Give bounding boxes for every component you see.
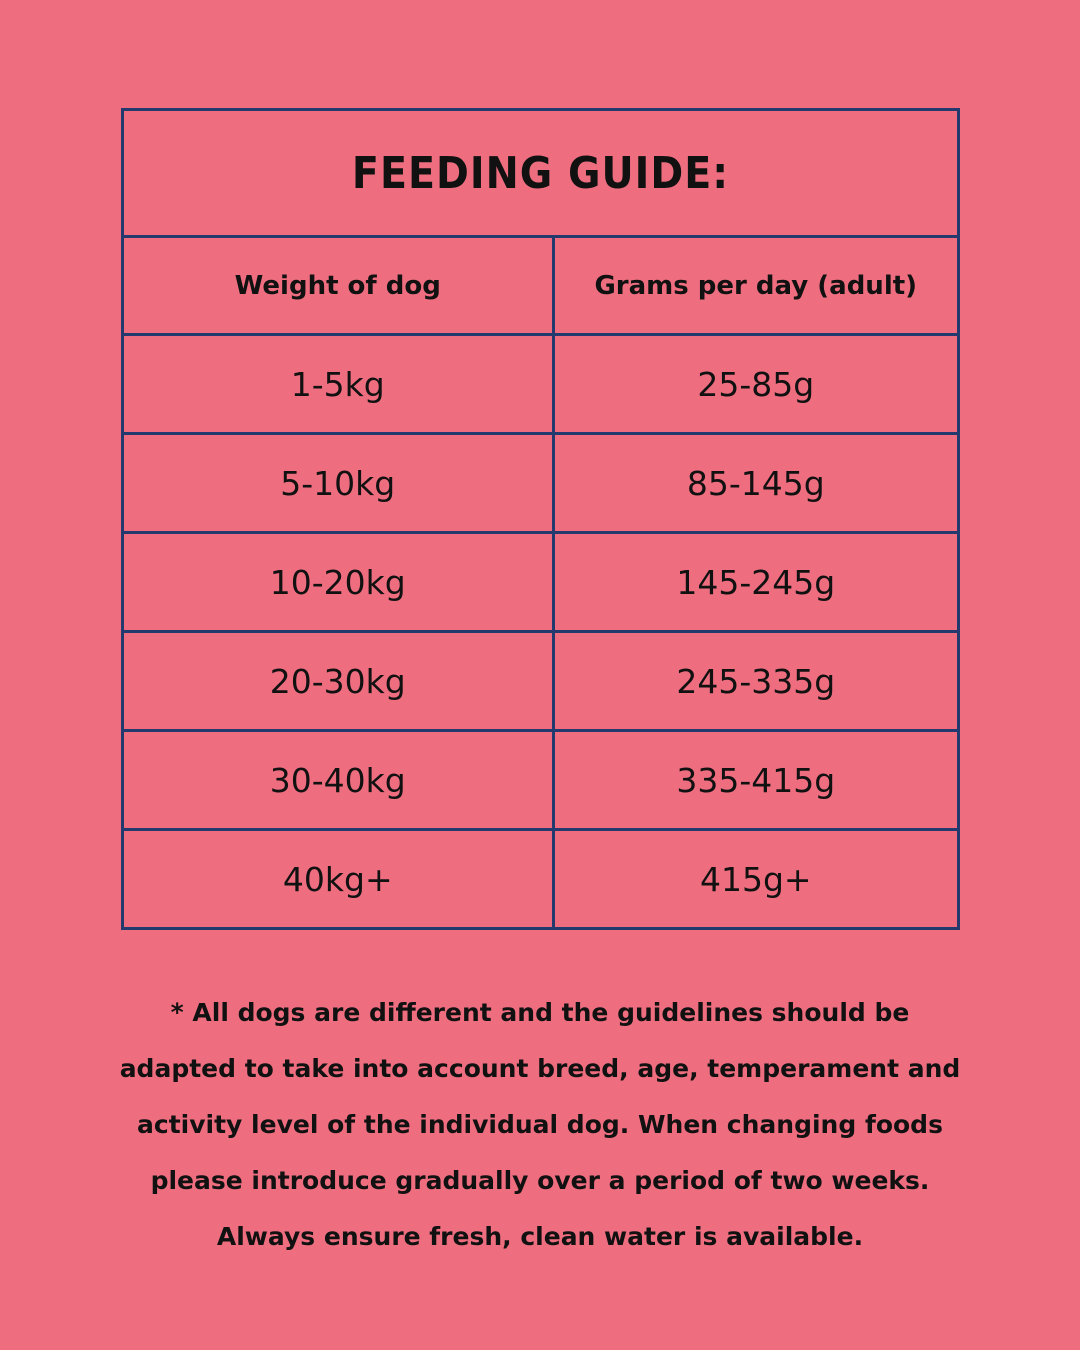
weight-cell: 10-20kg [123,533,554,632]
weight-cell: 40kg+ [123,830,554,929]
footnote-text: * All dogs are different and the guidelines should be adapted to take into account breed, age, temperament and activity level of the individual dog. When changing foods please introduce gradually over a period of two weeks. Always ensure fresh, clean water is available. [119,998,961,1251]
grams-cell: 245-335g [553,632,958,731]
table-row [123,533,959,632]
weight-cell: 30-40kg [123,731,554,830]
grams-cell: 145-245g [553,533,958,632]
header-row [123,237,959,335]
table-row [123,830,959,929]
table-title: FEEDING GUIDE: [123,110,959,237]
weight-cell: 1-5kg [123,335,554,434]
weight-cell: 20-30kg [123,632,554,731]
weight-cell: 5-10kg [123,434,554,533]
table-row [123,434,959,533]
column-header-grams: Grams per day (adult) [553,237,958,335]
table-row [123,731,959,830]
grams-cell: 85-145g [553,434,958,533]
grams-cell: 25-85g [553,335,958,434]
table-row [123,335,959,434]
grams-cell: 415g+ [553,830,958,929]
feeding-guide-table [121,108,960,930]
table-row [123,632,959,731]
grams-cell: 335-415g [553,731,958,830]
title-row [123,110,959,237]
column-header-weight: Weight of dog [123,237,554,335]
